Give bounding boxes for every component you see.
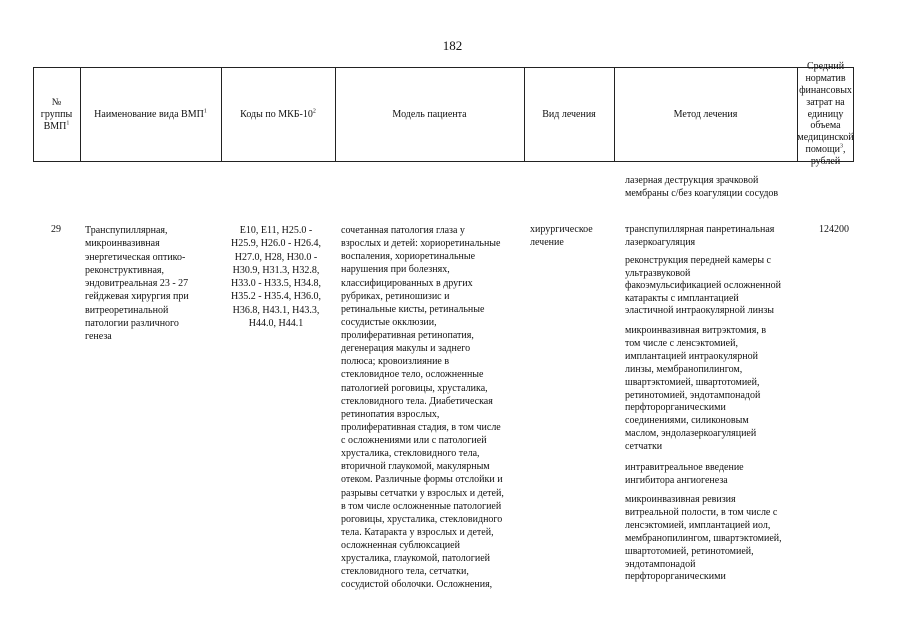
method-item: реконструкция передней камеры с ультразвуковой факоэмульсификацией осложненной катаракты с имплантацией эластичной интраокулярной линзы xyxy=(625,255,781,317)
table-header xyxy=(33,61,854,167)
method-item: микроинвазивная витрэктомия, в том числе с ленсэктомией, имплантацией интраокулярной линзы, мембранопилингом, швартэктомией, швартотомией, ретинотомией, эндотампонадой перфторорганическими соединениями, силиконовым маслом, эндолазеркоагуляцией сетчатки xyxy=(625,325,767,453)
page-number: 182 xyxy=(442,38,463,53)
continuation-method: лазерная деструкция зрачковой мембраны с/без коагуляции сосудов xyxy=(625,175,779,199)
treatment-type: хирургическое лечение xyxy=(530,224,593,248)
header-patient-model: Модель пациента xyxy=(392,108,467,120)
header-icd-codes: Коды по МКБ-$10^2$ xyxy=(240,108,316,120)
header-group-no: № группы ВМП$^1$ xyxy=(40,96,73,132)
header-treatment-type: Вид лечения xyxy=(542,108,596,120)
header-vmp-name: Наименование вида ВМП$^1$ xyxy=(94,108,207,120)
cost-value: 124200 xyxy=(819,224,849,235)
group-number: 29 xyxy=(51,224,61,235)
header-treatment-method: Метод лечения xyxy=(673,108,738,120)
patient-model: сочетанная патология глаза у взрослых и детей: хориоретинальные воспаления, хориоретинальные нарушения при болезнях, классифицированных в других рубриках, ретиношизис и ретинальные кисты, ретинальные сосудистые окклюзии, пролиферативная ретинопатия, дегенерация макулы и заднего полюса; кровоизлияние в стекловидное тело, осложненные патологией роговицы, хрусталика, стекловидного тела. Диабетическая ретинопатия взрослых, пролиферативная стадия, в том числе с осложнениями или с патологией хрусталика, стекловидного тела, вторичной глаукомой, макулярным отеком. Различные формы отслойки и разрывы сетчатки у взрослых и детей, в том числе осложненные патологией роговицы, хрусталика, стекловидного тела. Катаракта у взрослых и детей, осложненная сублюксацией хрусталика, глаукомой, патологией стекловидного тела, сетчатки, сосудистой оболочки. Осложнения, xyxy=(341,225,504,591)
method-item: микроинвазивная ревизия витреальной полости, в том числе с ленсэктомией, имплантацией иол, мембранопилингом, швартэктомией, швартотомией, ретинотомией, эндотампонадой перфторорганическими xyxy=(625,494,782,583)
header-cost: Средний норматив финансовых затрат на единицу объема медицинской помощи$^3$, рублей xyxy=(797,61,854,167)
method-item: транспупиллярная панретинальная лазеркоагуляция xyxy=(625,224,775,248)
method-item: интравитреальное введение ингибитора ангиогенеза xyxy=(625,462,744,486)
icd-codes: E10, E11, H25.0 - H25.9, H26.0 - H26.4, H27.0, H28, H30.0 - H30.9, H31.3, H32.8, H33.0 - H33.5, H34.8, H35.2 - H35.4, H36.0, H36.8, H43.1, H43.3, H44.0, H44.1 xyxy=(231,225,321,330)
vmp-name: Транспупиллярная, микроинвазивная энергетическая оптико- реконструктивная, эндовитреальная 23 - 27 гейджевая хирургия при витреоретинальной патологии различного генеза xyxy=(85,225,189,343)
